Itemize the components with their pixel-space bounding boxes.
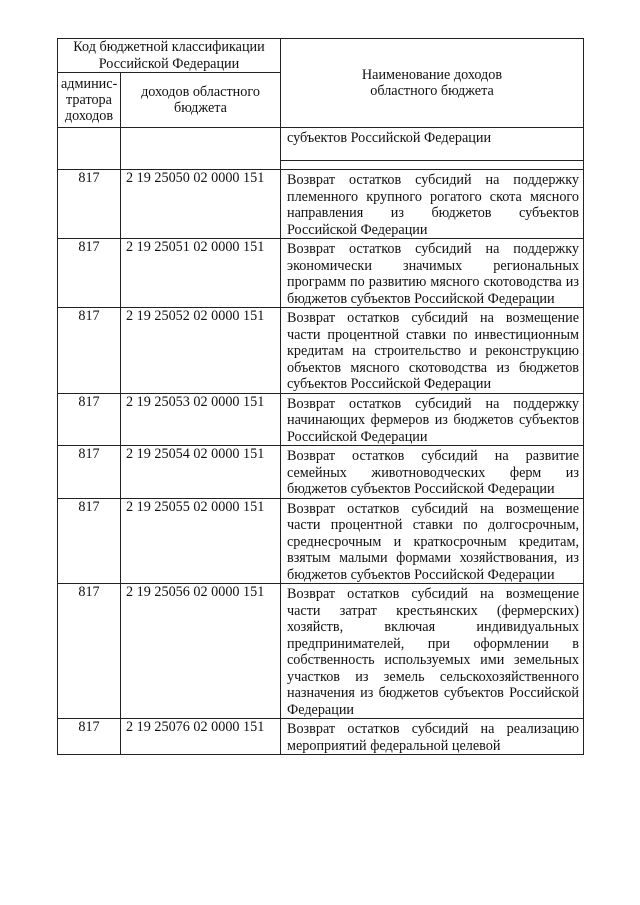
table-row bbox=[58, 446, 584, 499]
income-code: 2 19 25050 02 0000 151 bbox=[121, 170, 281, 239]
header-administrator-text: админис-тратора доходов bbox=[61, 76, 118, 124]
budget-classification-table bbox=[57, 38, 584, 755]
income-name: Возврат остатков субсидий на развитие семейных животноводческих ферм из бюджетов субъектов Российской Федерации bbox=[281, 446, 584, 499]
table-cell bbox=[58, 128, 121, 161]
income-name: Возврат остатков субсидий на поддержку начинающих фермеров из бюджетов субъектов Российской Федерации bbox=[281, 393, 584, 446]
admin-code: 817 bbox=[58, 584, 121, 719]
table-row bbox=[58, 308, 584, 394]
header-income-name bbox=[281, 39, 584, 128]
admin-code: 817 bbox=[58, 393, 121, 446]
table-row bbox=[58, 498, 584, 584]
income-code: 2 19 25051 02 0000 151 bbox=[121, 239, 281, 308]
table-row bbox=[58, 170, 584, 239]
income-name: Возврат остатков субсидий на возмещение части затрат крестьянских (фермерских) хозяйств, включая индивидуальных предпринимателей, при оформлении в собственность используемых ими земельных участков из земель сельскохозяйственного назначения из бюджетов субъектов Российской Федерации bbox=[281, 584, 584, 719]
admin-code: 817 bbox=[58, 719, 121, 755]
admin-code: 817 bbox=[58, 170, 121, 239]
header-income-name-text: Наименование доходов областного бюджета bbox=[361, 66, 503, 99]
income-code: 2 19 25055 02 0000 151 bbox=[121, 498, 281, 584]
header-income-code-text: доходов областного бюджета bbox=[141, 83, 260, 116]
income-name: Возврат остатков субсидий на возмещение части процентной ставки по инвестиционным кредитам на строительство и реконструкцию объектов мясного скотоводства из бюджетов субъектов Российской Федерации bbox=[281, 308, 584, 394]
income-name: Возврат остатков субсидий на поддержку племенного крупного рогатого скота мясного направления из бюджетов субъектов Российской Федерации bbox=[281, 170, 584, 239]
table-cell bbox=[121, 128, 281, 161]
admin-code: 817 bbox=[58, 498, 121, 584]
table-cell bbox=[58, 161, 121, 170]
income-code: 2 19 25076 02 0000 151 bbox=[121, 719, 281, 755]
table-cell bbox=[121, 161, 281, 170]
header-income-code bbox=[121, 73, 281, 128]
admin-code: 817 bbox=[58, 308, 121, 394]
admin-code: 817 bbox=[58, 446, 121, 499]
income-code: 2 19 25054 02 0000 151 bbox=[121, 446, 281, 499]
table-row bbox=[58, 239, 584, 308]
header-budget-code-group: Код бюджетной классификации Российской Федерации bbox=[58, 39, 281, 73]
income-code: 2 19 25052 02 0000 151 bbox=[121, 308, 281, 394]
table-row bbox=[58, 584, 584, 719]
spacer-row bbox=[58, 161, 584, 170]
continuation-text: субъектов Российской Федерации bbox=[281, 128, 584, 161]
income-name: Возврат остатков субсидий на поддержку экономически значимых региональных программ по развитию мясного скотоводства из бюджетов субъектов Российской Федерации bbox=[281, 239, 584, 308]
table-row bbox=[58, 393, 584, 446]
header-administrator bbox=[58, 73, 121, 128]
income-code: 2 19 25053 02 0000 151 bbox=[121, 393, 281, 446]
table-cell bbox=[281, 161, 584, 170]
continuation-row bbox=[58, 128, 584, 161]
income-name: Возврат остатков субсидий на реализацию мероприятий федеральной целевой bbox=[281, 719, 584, 755]
income-name: Возврат остатков субсидий на возмещение части процентной ставки по долгосрочным, среднесрочным и краткосрочным кредитам, взятым малыми формами хозяйствования, из бюджетов субъектов Российской Федерации bbox=[281, 498, 584, 584]
admin-code: 817 bbox=[58, 239, 121, 308]
table-row bbox=[58, 719, 584, 755]
income-code: 2 19 25056 02 0000 151 bbox=[121, 584, 281, 719]
